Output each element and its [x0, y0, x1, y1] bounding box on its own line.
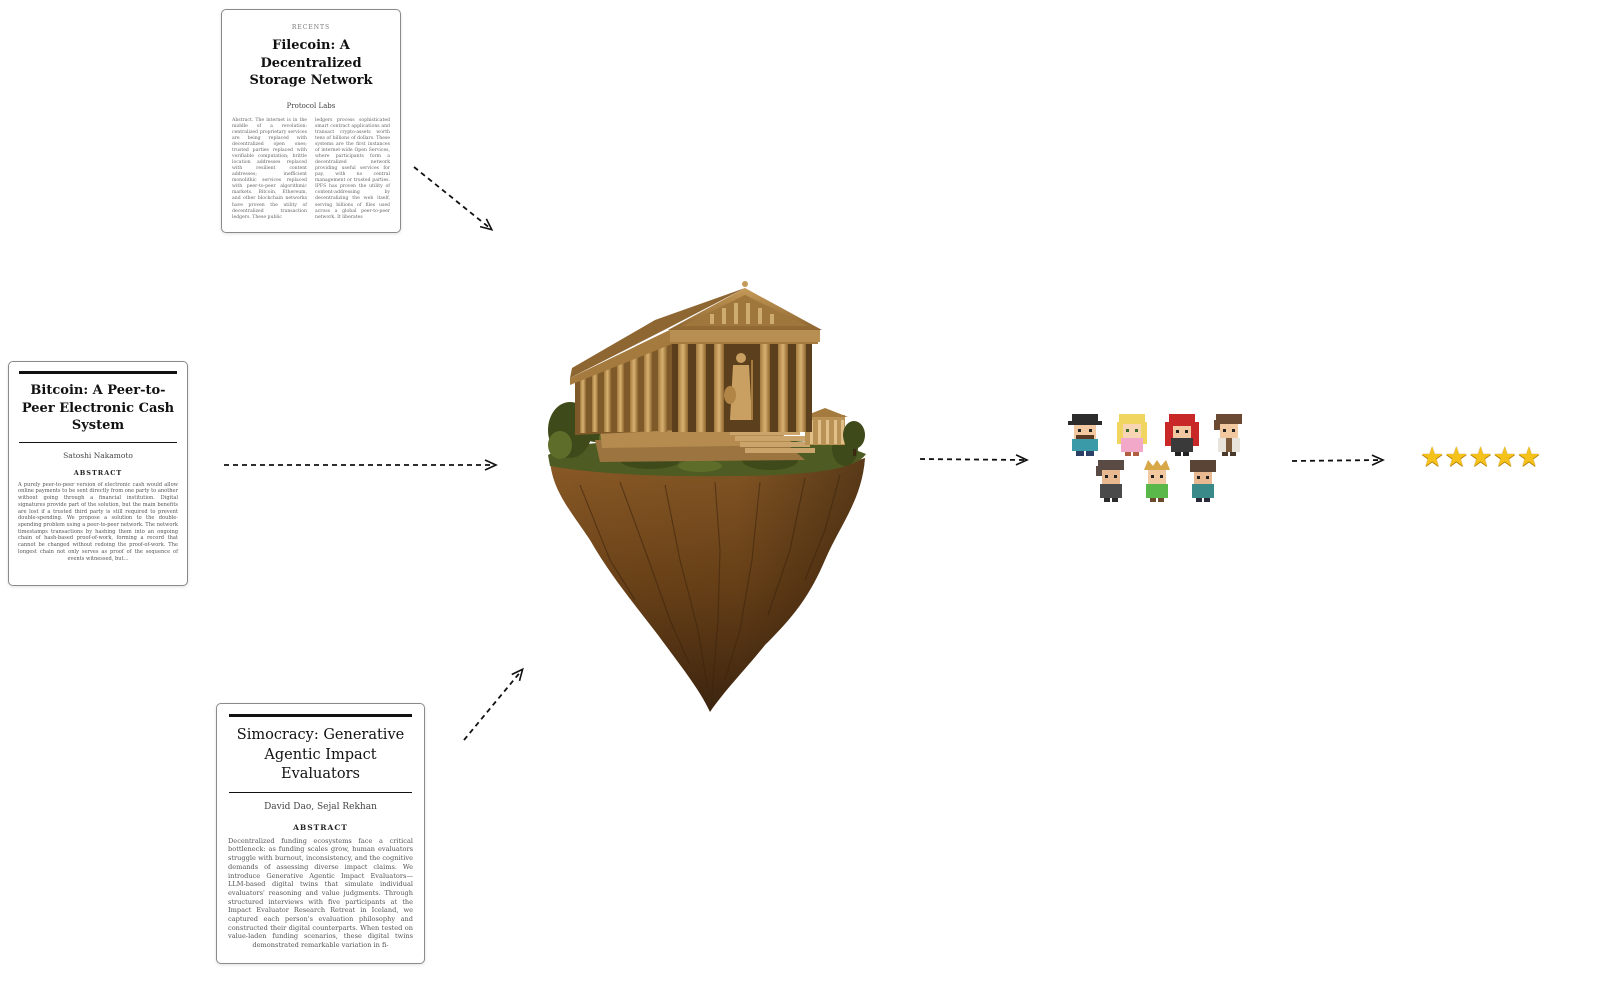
agent-character-5	[1096, 460, 1124, 502]
simocracy-abstract-text: Decentralized funding ecosystems face a critical bottleneck: as funding scales grow, human evaluators struggle with burnout, inconsistency, and the cognitive demands of assessing diverse impact claims. We introduce Generative Agentic Impact Evaluators—LLM-based digital twins that simulate individual evaluators' reasoning and value judgments. Through structured interviews with five participants at the Impact Evaluator Research Retreat in Iceland, we captured each person's evaluation philosophy and constructed their digital counterparts. When tested on value-laden funding scenarios, these digital twins demonstrated remarkable variation in fi-	[228, 836, 413, 950]
simocracy-authors: David Dao, Sejal Rekhan	[264, 801, 377, 812]
agent-character-6	[1144, 460, 1170, 502]
bitcoin-title: Bitcoin: A Peer-to-Peer Electronic Cash System	[21, 383, 175, 434]
star-icon: ★	[1420, 442, 1445, 473]
bitcoin-abstract-label: ABSTRACT	[73, 468, 123, 477]
agent-character-2	[1117, 414, 1147, 456]
arrow-simocracy-to-island	[464, 670, 522, 740]
filecoin-authors: Protocol Labs	[286, 101, 336, 110]
floating-island-temple-illustration	[540, 270, 870, 715]
five-star-rating	[1420, 443, 1541, 473]
arrow-agents-to-stars	[1292, 460, 1382, 461]
bitcoin-abstract-text: A purely peer-to-peer version of electronic cash would allow online payments to be sent directly from one party to another without going through a financial institution. Digital signatures provide part of the solution, but the main benefits are lost if a trusted third party is still required to prevent double-spending. We propose a solution to the double-spending problem using a peer-to-peer network. The network timestamps transactions by hashing them into an ongoing chain of hash-based proof-of-work, forming a record that cannot be changed without redoing the proof-of-work. The longest chain not only serves as proof of the sequence of events witnessed, but...	[18, 481, 178, 562]
simocracy-abstract-label: ABSTRACT	[293, 822, 348, 832]
arrow-island-to-agents	[920, 459, 1026, 460]
evaluator-agents-pixel-characters	[1060, 410, 1260, 510]
bitcoin-authors: Satoshi Nakamoto	[63, 450, 133, 460]
agent-character-4	[1214, 414, 1242, 456]
agent-character-7	[1190, 460, 1216, 502]
star-icon: ★	[1468, 442, 1493, 473]
arrow-filecoin-to-island	[414, 167, 491, 229]
simocracy-title: Simocracy: Generative Agentic Impact Evaluators	[236, 727, 405, 783]
star-icon: ★	[1516, 442, 1542, 473]
filecoin-title: Filecoin: A Decentralized Storage Network	[249, 38, 373, 89]
filecoin-abstract-col-2: ledgers process sophisticated smart contract applications and transact crypto-assets worth tens of billions of dollars. These systems are the first instances of internet-wide Open Services, where participants form a decentralized network providing useful services for pay, with no central management or trusted parties. IPFS has proven the utility of content-addressing by decentralizing the web itself, serving billions of files used across a global peer-to-peer network. It liberates	[315, 117, 390, 220]
agent-character-3	[1165, 414, 1199, 456]
star-icon: ★	[1444, 442, 1469, 473]
agent-character-1	[1068, 414, 1102, 456]
filecoin-abstract-col-1: Abstract. The internet is in the middle of a revolution: centralized proprietary services are being replaced with decentralized open ones; trusted parties replaced with verifiable computation; brittle location addresses replaced with resilient content addresses; inefficient monolithic services replaced with peer-to-peer algorithmic markets. Bitcoin, Ethereum, and other blockchain networks have proven the utility of decentralized transaction ledgers. These public	[232, 117, 307, 220]
star-icon: ★	[1492, 442, 1517, 473]
temple-main	[570, 281, 822, 435]
filecoin-kicker: RECENTS	[291, 24, 331, 31]
